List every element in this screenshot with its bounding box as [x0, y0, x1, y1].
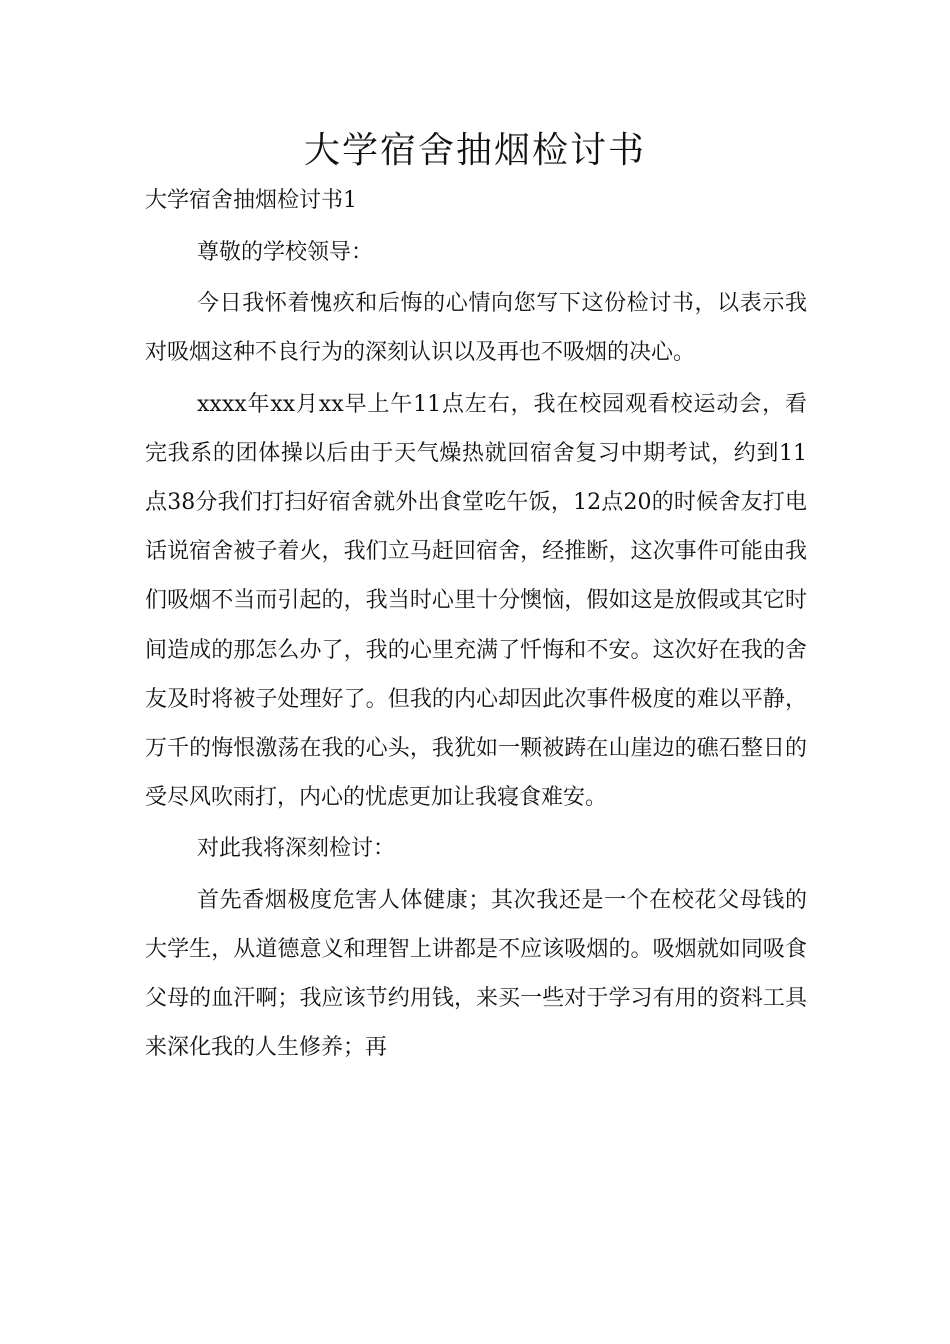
body-paragraph-2: xxxx年xx月xx早上午11点左右，我在校园观看校运动会，看完我系的团体操以后由于天气燥热就回宿舍复习中期考试，约到11点38分我们打扫好宿舍就外出食堂吃午饭，12点20的时候舍友打电话说宿舍被子着火，我们立马赶回宿舍，经推断，这次事件可能由我们吸烟不当而引起的，我当时心里十分懊恼，假如这是放假或其它时间造成的那怎么办了，我的心里充满了忏悔和不安。这次好在我的舍友及时将被子处理好了。但我的内心却因此次事件极度的难以平静，万千的悔恨激荡在我的心头，我犹如一颗被踌在山崖边的礁石整日的受尽风吹雨打，内心的忧虑更加让我寝食难安。 [145, 391, 807, 811]
document-title: 大学宿舍抽烟检讨书 [303, 130, 646, 171]
body-paragraph-1: 今日我怀着愧疚和后悔的心情向您写下这份检讨书，以表示我对吸烟这种不良行为的深刻认识以及再也不吸烟的决心。 [145, 291, 807, 366]
body-paragraph-3: 对此我将深刻检讨： [197, 836, 396, 862]
document-subtitle: 大学宿舍抽烟检讨书1 [145, 188, 357, 213]
document-body [145, 228, 807, 1072]
body-paragraph-4: 首先香烟极度危害人体健康；其次我还是一个在校花父母钱的大学生，从道德意义和理智上讲都是不应该吸烟的。吸烟就如同吸食父母的血汗啊；我应该节约用钱，来买一些对于学习有用的资料工具来深化我的人生修养；再 [145, 887, 807, 1061]
salutation-paragraph: 尊敬的学校领导： [197, 240, 374, 265]
